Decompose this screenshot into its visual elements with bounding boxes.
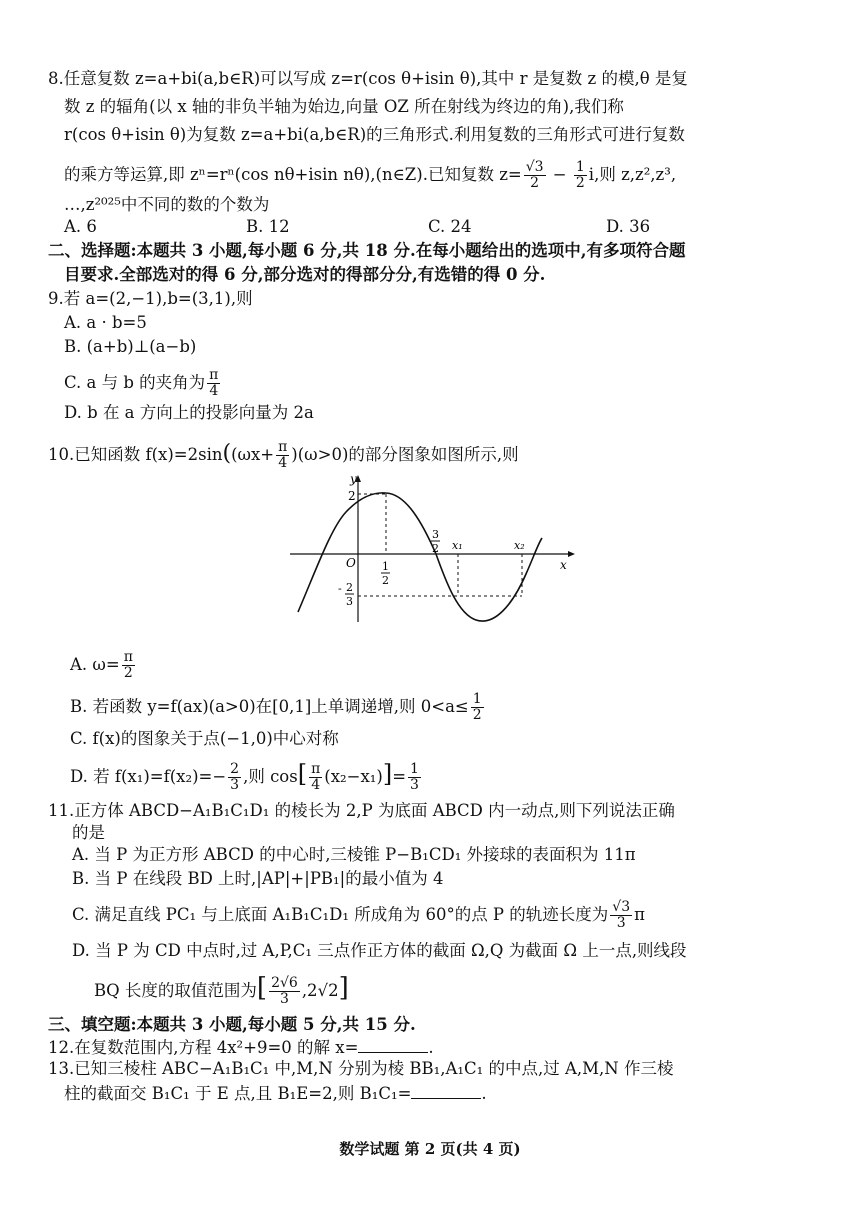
bracket-close: ] — [382, 760, 393, 788]
q8-line4-tail: i,则 z,z²,z³, — [588, 165, 677, 184]
q9-option-d: D. b 在 a 方向上的投影向量为 2a — [64, 403, 314, 422]
frac-num: 1 — [410, 761, 419, 777]
q8-line4 — [64, 160, 676, 191]
paren: ( — [222, 441, 232, 466]
minus-sign: − — [547, 165, 572, 184]
q8-option-c: C. 24 — [428, 217, 472, 236]
q13-line2 — [64, 1082, 487, 1105]
q11-option-c-text: C. 满足直线 PC₁ 与上底面 A₁B₁C₁D₁ 所成角为 60°的点 P 的轨迹长度为 — [72, 905, 609, 924]
frac-den: 2 — [575, 175, 585, 191]
q11-frac-2sqrt6-3 — [269, 976, 300, 1007]
q13-line2-text: 柱的截面交 B₁C₁ 于 E 点,且 B₁E=2,则 B₁C₁= — [64, 1084, 412, 1103]
frac-num: π — [123, 649, 133, 665]
period: . — [428, 1038, 434, 1057]
q10-option-d — [70, 762, 423, 793]
frac-den: 3 — [616, 915, 626, 931]
frac-den: 2 — [123, 665, 133, 681]
q10-stem-arg: (ωx+ — [231, 445, 275, 464]
q11-option-b: B. 当 P 在线段 BD 上时,|AP|+|PB₁|的最小值为 4 — [72, 869, 444, 888]
q10-frac-pi-4b — [309, 762, 322, 793]
bracket-close: ] — [338, 973, 349, 1003]
frac-num: π — [209, 367, 219, 383]
q10-option-b-text: B. 若函数 y=f(ax)(a>0)在[0,1]上单调递增,则 0<a≤ — [70, 697, 469, 716]
q8-line3: r(cos θ+isin θ)为复数 z=a+bi(a,b∈R)的三角形式.利用复数的三角形式可进行复数 — [64, 125, 685, 144]
origin-label: O — [346, 556, 356, 570]
three-half-den-label: 2 — [432, 542, 439, 555]
period: . — [481, 1084, 487, 1103]
q10-option-c: C. f(x)的图象关于点(−1,0)中心对称 — [70, 729, 339, 748]
x-label: x — [560, 558, 567, 572]
y-label: y — [350, 474, 357, 486]
q12-answer-blank[interactable] — [358, 1036, 428, 1053]
q10-frac-2-3 — [228, 762, 241, 793]
equals-sign: = — [392, 767, 407, 786]
q10-option-b — [70, 692, 486, 723]
section2-heading: 二、选择题:本题共 3 小题,每小题 6 分,共 18 分.在每小题给出的选项中,有多项符合题 — [48, 241, 686, 260]
frac-den: 2 — [530, 175, 540, 191]
q10-option-a-text: A. ω= — [70, 655, 120, 674]
q12-stem-text: 12.在复数范围内,方程 4x²+9=0 的解 x= — [48, 1038, 359, 1057]
q10-option-d-cos: ,则 cos — [243, 767, 298, 786]
two-thirds-num-label: 2 — [346, 581, 353, 594]
frac-num: √3 — [612, 899, 631, 915]
frac-num: 1 — [472, 691, 482, 707]
q11-option-c — [72, 900, 645, 931]
q11-option-c-pi: π — [634, 905, 645, 924]
q12-stem — [48, 1036, 434, 1059]
q11-option-d-line2 — [94, 973, 349, 1007]
bracket-open: [ — [256, 973, 268, 1003]
q9-option-b: B. (a+b)⊥(a−b) — [64, 337, 197, 356]
q10-option-d-diff: (x₂−x₁) — [324, 767, 383, 786]
sine-curve — [298, 493, 542, 621]
frac-den: 4 — [209, 383, 219, 399]
q8-option-d: D. 36 — [606, 217, 651, 236]
q8-option-a: A. 6 — [64, 217, 97, 236]
q10-frac-1-3 — [408, 762, 421, 793]
q13-answer-blank[interactable] — [411, 1082, 481, 1099]
q8-line5: …,z²⁰²⁵中不同的数的个数为 — [64, 195, 270, 214]
frac-num: π — [311, 761, 321, 777]
q11-option-d-upper: ,2√2 — [301, 981, 339, 1000]
half-den-label: 2 — [382, 574, 389, 587]
frac-den: 2 — [472, 707, 482, 723]
q10-stem-text: 10.已知函数 f(x)=2sin — [48, 445, 223, 464]
q8-line4-text: 的乘方等运算,即 zⁿ=rⁿ(cos nθ+isin nθ),(n∈Z).已知复数 z= — [64, 165, 522, 184]
minus-label: - — [338, 582, 342, 595]
frac-den: 3 — [279, 991, 289, 1007]
q11-option-a: A. 当 P 为正方形 ABCD 的中心时,三棱锥 P−B₁CD₁ 外接球的表面积为 11π — [72, 845, 636, 864]
frac-num: 2√6 — [271, 975, 298, 991]
section2-heading-line2: 目要求.全部选对的得 6 分,部分选对的得部分分,有选错的得 0 分. — [64, 265, 546, 284]
q10-function-graph — [286, 474, 576, 626]
frac-den: 4 — [311, 777, 321, 793]
q9-frac-pi-4 — [207, 368, 220, 399]
q8-frac-1-2 — [574, 160, 587, 191]
q10-option-d-text: D. 若 f(x₁)=f(x₂)=− — [70, 767, 227, 786]
q13-line1: 13.已知三棱柱 ABC−A₁B₁C₁ 中,M,N 分别为棱 BB₁,A₁C₁ 的中点,过 A,M,N 作三棱 — [48, 1059, 674, 1078]
three-half-num-label: 3 — [432, 528, 439, 541]
q10-stem-tail: )(ω>0)的部分图象如图所示,则 — [291, 445, 519, 464]
frac-num: 2 — [230, 761, 240, 777]
two-thirds-den-label: 3 — [346, 595, 353, 608]
q11-option-d-line1: D. 当 P 为 CD 中点时,过 A,P,C₁ 三点作正方体的截面 Ω,Q 为截面 Ω 上一点,则线段 — [72, 941, 687, 960]
q11-frac-sqrt3-3 — [610, 900, 632, 931]
frac-den: 3 — [230, 777, 240, 793]
q8-line1: 8.任意复数 z=a+bi(a,b∈R)可以写成 z=r(cos θ+isin θ),其中 r 是复数 z 的模,θ 是复 — [48, 69, 688, 88]
half-num-label: 1 — [382, 560, 389, 573]
bracket-open: [ — [297, 760, 308, 788]
section3-heading: 三、填空题:本题共 3 小题,每小题 5 分,共 15 分. — [48, 1015, 416, 1034]
q10-stem — [48, 440, 519, 471]
frac-num: 1 — [575, 159, 585, 175]
q9-option-a: A. a · b=5 — [64, 313, 147, 332]
max-value-label: 2 — [348, 489, 356, 503]
q11-option-d-text: BQ 长度的取值范围为 — [94, 981, 257, 1000]
q9-stem: 9.若 a=(2,−1),b=(3,1),则 — [48, 289, 253, 308]
q8-frac-sqrt3-2 — [524, 160, 546, 191]
q11-line2: 的是 — [72, 823, 105, 842]
q9-option-c-text: C. a 与 b 的夹角为 — [64, 373, 206, 392]
q8-option-b: B. 12 — [246, 217, 290, 236]
q11-line1: 11.正方体 ABCD−A₁B₁C₁D₁ 的棱长为 2,P 为底面 ABCD 内一动点,则下列说法正确 — [48, 801, 675, 820]
q10-frac-pi-4 — [276, 440, 289, 471]
q8-line2: 数 z 的辐角(以 x 轴的非负半轴为始边,向量 OZ 所在射线为终边的角),我们称 — [64, 97, 624, 116]
frac-den: 3 — [410, 777, 419, 793]
q10-frac-pi-2 — [122, 650, 135, 681]
x1-label: x₁ — [452, 539, 463, 552]
frac-num: √3 — [525, 159, 544, 175]
q10-option-a — [70, 650, 137, 681]
page-footer: 数学试题 第 2 页(共 4 页) — [339, 1140, 521, 1158]
q10-frac-1-2 — [471, 692, 484, 723]
frac-den: 4 — [278, 455, 288, 471]
frac-num: π — [278, 439, 288, 455]
x2-label: x₂ — [514, 539, 525, 552]
q9-option-c — [64, 368, 222, 399]
x-axis-arrow-icon — [568, 551, 575, 557]
